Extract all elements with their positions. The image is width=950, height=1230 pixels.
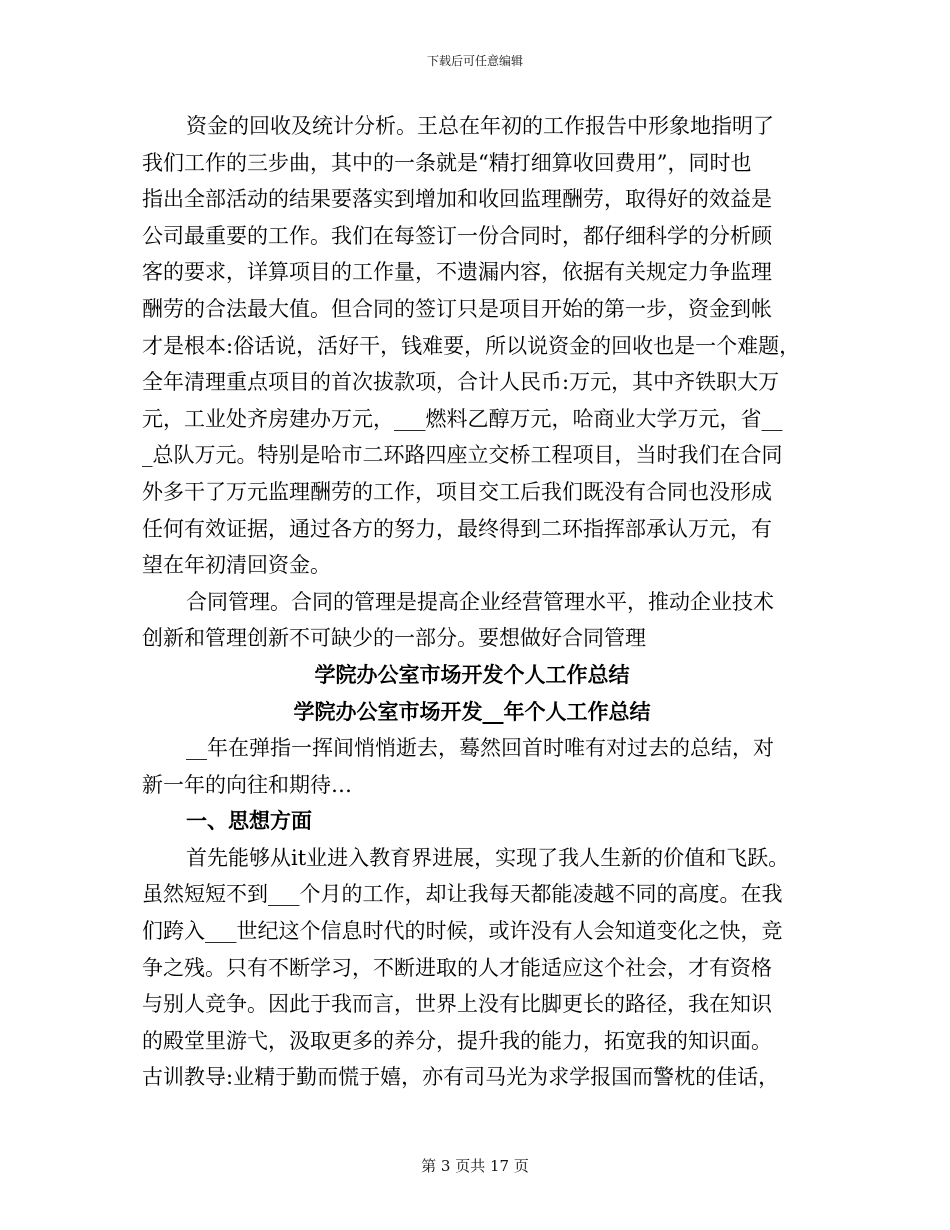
- body-line: 指出全部活动的结果要落实到增加和收回监理酬劳，取得好的效益是: [142, 187, 772, 212]
- body-line: 创新和管理创新不可缺少的一部分。要想做好合同管理: [142, 626, 646, 651]
- section-title: 学院办公室市场开发个人工作总结: [314, 661, 630, 687]
- body-line: 新一年的向往和期待…: [142, 772, 352, 797]
- body-line: 全年清理重点项目的首次拔款项，合计人民币:万元，其中齐铁职大万: [142, 370, 780, 395]
- body-line: 与别人竞争。因此于我而言，世界上没有比脚更长的路径，我在知识: [142, 992, 772, 1017]
- body-line: 公司最重要的工作。我们在每签订一份合同时，都仔细科学的分析顾: [142, 223, 772, 248]
- body-line: 资金的回收及统计分析。王总在年初的工作报告中形象地指明了: [186, 114, 774, 138]
- body-line: __年在弹指一挥间悄悄逝去，蓦然回首时唯有对过去的总结，对: [186, 736, 774, 761]
- body-line: _总队万元。特别是哈市二环路四座立交桥工程项目，当时我们在合同: [142, 443, 783, 468]
- body-line: 望在年初清回资金。: [142, 553, 331, 578]
- section-subtitle: 学院办公室市场开发__年个人工作总结: [293, 698, 651, 724]
- body-line: 元，工业处齐房建办万元，___燃料乙醇万元，哈商业大学万元，省__: [142, 406, 783, 431]
- body-line: 合同管理。合同的管理是提高企业经营管理水平，推动企业技术: [186, 589, 774, 614]
- document-body: [142, 108, 802, 1096]
- body-line: 的殿堂里游弋，汲取更多的养分，提升我的能力，拓宽我的知识面。: [142, 1028, 772, 1053]
- body-line: 我们工作的三步曲，其中的一条就是“精打细算收回费用”，同时也: [142, 150, 752, 175]
- body-line: 虽然短短不到___个月的工作，却让我每天都能凌越不同的高度。在我: [142, 882, 783, 907]
- page-header-note: 下载后可任意编辑: [426, 54, 523, 68]
- body-line: 古训教导:业精于勤而慌于嬉，亦有司马光为求学报国而警枕的佳话，: [142, 1065, 780, 1090]
- body-line: 外多干了万元监理酬劳的工作，项目交工后我们既没有合同也没形成: [142, 479, 772, 504]
- body-line: 们跨入___世纪这个信息时代的时候，或许没有人会知道变化之快，竞: [142, 919, 783, 944]
- body-line: 酬劳的合法最大值。但合同的签订只是项目开始的第一步，资金到帐: [142, 296, 772, 321]
- body-line: 任何有效证据，通过各方的努力，最终得到二环指挥部承认万元，有: [142, 516, 772, 541]
- body-line: 才是根本:俗话说，活好干，钱难要，所以说资金的回收也是一个难题，: [142, 333, 801, 358]
- body-line: 争之残。只有不断学习，不断进取的人才能适应这个社会，才有资格: [142, 955, 772, 980]
- body-line: 首先能够从it业进入教育界进展，实现了我人生新的价值和飞跃。: [186, 845, 790, 870]
- subsection-heading: 一、思想方面: [186, 808, 312, 834]
- page-number: 第 3 页共 17 页: [421, 1157, 529, 1175]
- body-line: 客的要求，详算项目的工作量，不遗漏内容，依据有关规定力争监理: [142, 260, 772, 285]
